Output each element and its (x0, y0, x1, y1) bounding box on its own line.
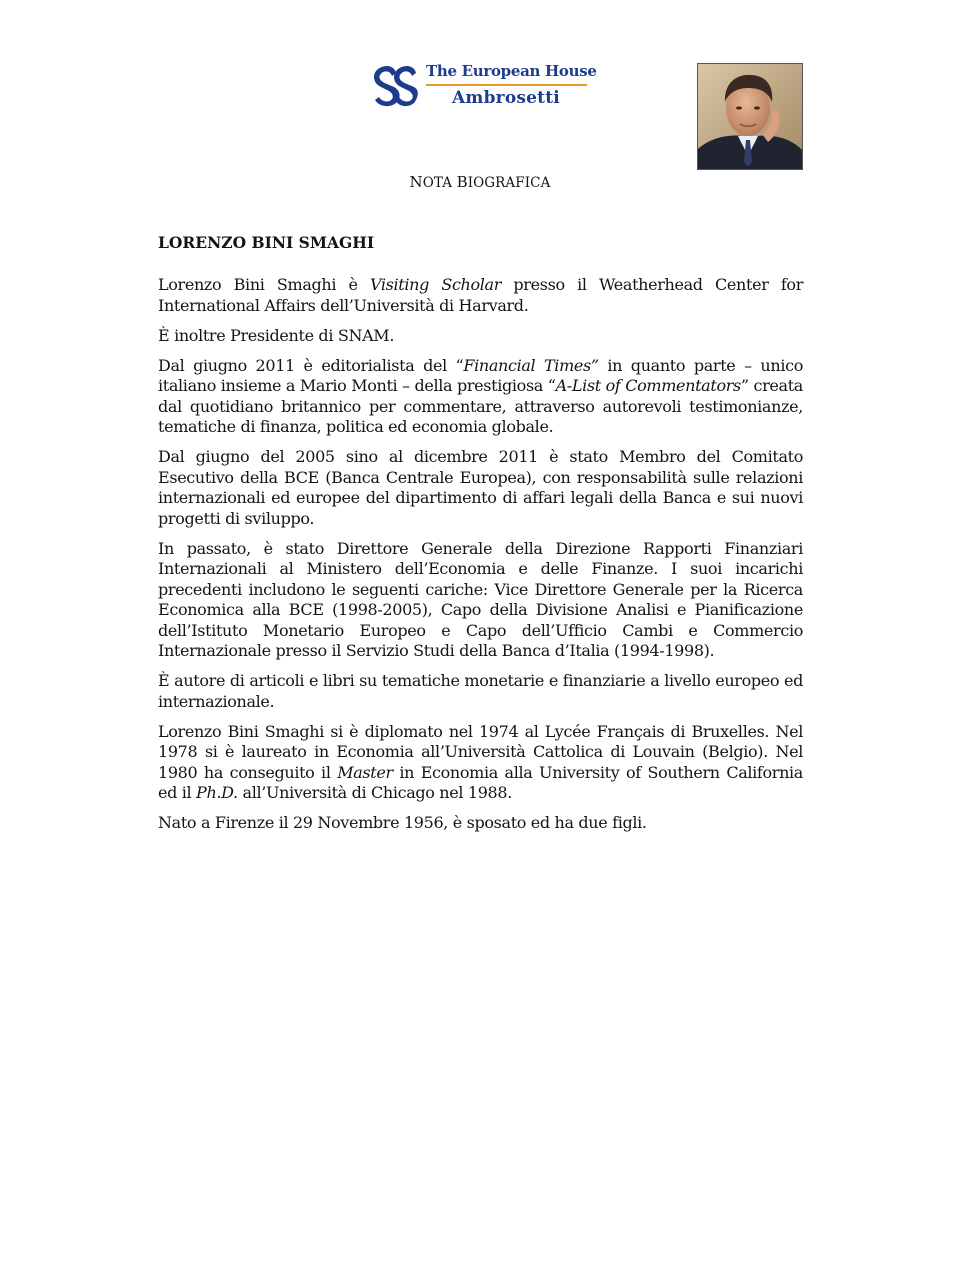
text-run-italic: Master (337, 762, 393, 782)
double-stylized-s-mark-icon (372, 65, 418, 107)
label-initial-b: B (456, 173, 468, 191)
text-run: in quanto parte – unico italiano insieme a Mario Monti – della prestigiosa “ (158, 355, 803, 395)
paragraph-personal: Nato a Firenze il 29 Novembre 1956, è sposato ed ha due figli. (158, 813, 647, 832)
paragraph-snam: È inoltre Presidente di SNAM. (158, 325, 395, 345)
document-type-label (0, 173, 960, 191)
paragraph-financial-times (158, 356, 803, 438)
text-run: all’Università di Chicago nel 1988. (237, 783, 512, 802)
text-run: in Economia alla University of Southern California ed il (158, 762, 803, 802)
paragraph-past-roles: In passato, è stato Direttore Generale della Direzione Rapporti Finanziari Internazionali al Ministero dell’Economia e delle Finanze. I suoi incarichi precedenti includono le seguenti cariche: Vice Direttore Generale per la Ricerca Economica alla BCE (1998-2005), Capo della Divisione Analisi e Pianificazione dell’Istituto Monetario Europeo e Capo dell’Ufficio Cambi e Commercio Internazionale presso il Servizio Studi della Banca d’Italia (1994-1998). (158, 538, 803, 660)
text-run-italic: Ph.D. (196, 783, 238, 802)
text-run-italic: A-List of Commentators (555, 376, 741, 395)
biography-body (158, 275, 803, 843)
logo-text-line2: Ambrosetti (452, 88, 560, 108)
logo-text-line1: The European House (426, 62, 597, 80)
text-run: ” creata dal quotidiano britannico per commentare, attraverso autorevoli testimonianze, tematiche di finanza, politica ed economia globale. (158, 376, 803, 436)
text-run: Lorenzo Bini Smaghi si è diplomato nel 1974 al Lycée Français di Bruxelles. Nel 1978 si è laureato in Economia all’Università Cattolica di Louvain (Belgio). Nel 1980 ha conseguito il (158, 721, 803, 782)
paragraph-education (158, 722, 803, 804)
label-initial-n: N (409, 173, 423, 191)
text-run: Dal giugno 2011 è editorialista del “ (158, 355, 464, 375)
text-run-italic: Financial Times” (463, 355, 599, 375)
logo-orange-rule (426, 84, 587, 86)
text-run-italic: Visiting Scholar (369, 275, 502, 294)
paragraph-current-role (158, 275, 803, 316)
text-run: presso il Weatherhead Center for International Affairs dell’Università di Harvard. (158, 275, 803, 315)
text-run: Lorenzo Bini Smaghi è (158, 275, 370, 294)
person-name-heading: LORENZO BINI SMAGHI (158, 233, 375, 252)
company-logo (372, 62, 597, 110)
paragraph-bce: Dal giugno del 2005 sino al dicembre 2011 è stato Membro del Comitato Esecutivo della BCE (Banca Centrale Europea), con responsabilità sulle relazioni internazionali ed europee del dipartimento di affari legali della Banca e sui nuovi progetti di sviluppo. (158, 447, 803, 528)
portrait-photo (697, 63, 803, 170)
label-rest-ota: OTA (422, 175, 453, 191)
paragraph-publications: È autore di articoli e libri su tematiche monetarie e finanziarie a livello europeo ed internazionale. (158, 671, 803, 711)
label-rest-iografica: IOGRAFICA (467, 175, 551, 191)
